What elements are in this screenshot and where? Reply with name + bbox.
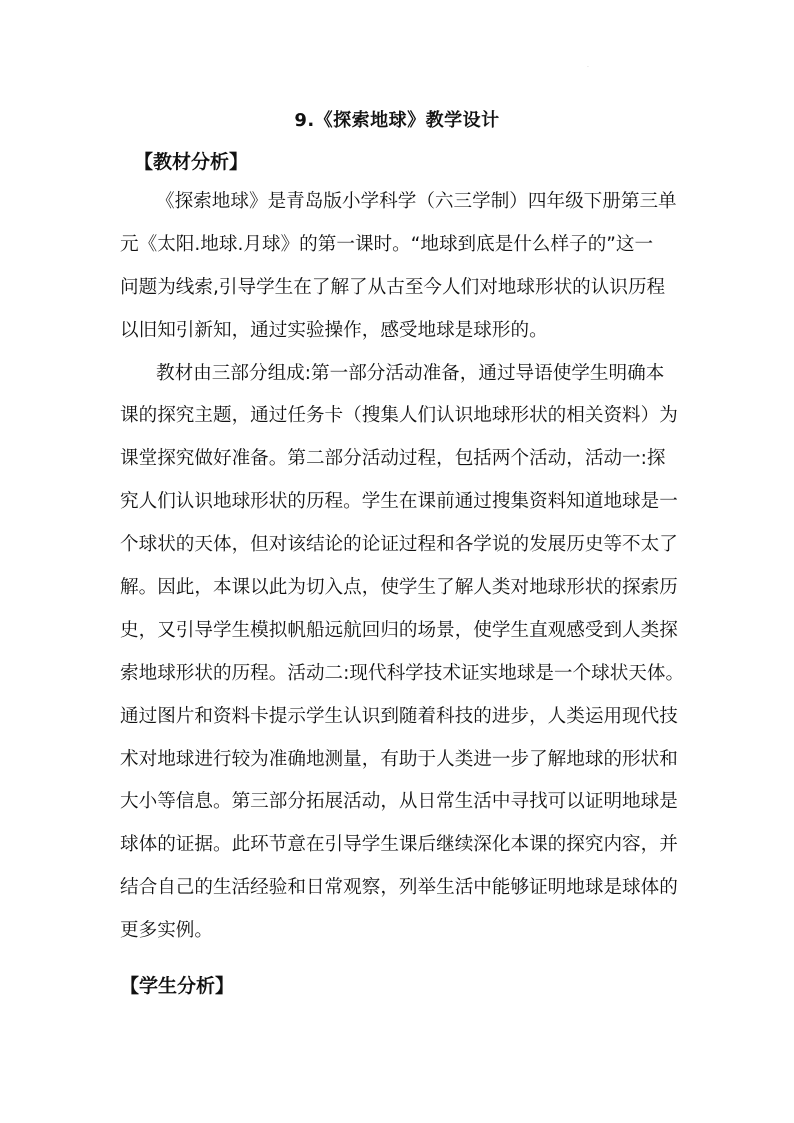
document-title: 9.《探索地球》教学设计: [294, 110, 500, 131]
paragraph-line: 元《太阳.地球.月球》的第一课时。“地球到底是什么样子的”这一: [120, 233, 654, 255]
paragraph-line: 索地球形状的历程。活动二:现代科学技术证实地球是一个球状天体。: [120, 662, 685, 684]
paragraph-line: 解。因此，本课以此为切入点，使学生了解人类对地球形状的探索历: [120, 577, 678, 599]
paragraph-line: 究人们认识地球形状的历程。学生在课前通过搜集资料知道地球是一: [120, 491, 678, 513]
paragraph-line: 史，又引导学生模拟帆船远航回归的场景，使学生直观感受到人类探: [120, 619, 678, 641]
section-heading-textbook-analysis: 【教材分析】: [134, 151, 249, 173]
paragraph-line: 通过图片和资料卡提示学生认识到随着科技的进步，人类运用现代技: [120, 705, 678, 727]
section-body-textbook-analysis: [120, 181, 685, 953]
paragraph-line: 课堂探究做好准备。第二部分活动过程，包括两个活动，活动一:探: [120, 448, 666, 470]
paragraph-2: [120, 353, 685, 953]
section-heading-student-analysis: 【学生分析】: [120, 975, 235, 997]
paragraph-line: 个球状的天体，但对该结论的论证过程和各学说的发展历史等不太了: [120, 534, 678, 556]
paragraph-line: 结合自己的生活经验和日常观察，列举生活中能够证明地球是球体的: [120, 877, 678, 899]
paragraph-1: [120, 181, 676, 353]
paragraph-line: 更多实例。: [120, 920, 213, 942]
corner-mark: ·: [587, 64, 589, 71]
paragraph-line: 教材由三部分组成:第一部分活动准备，通过导语使学生明确本: [156, 362, 665, 384]
paragraph-line: 术对地球进行较为准确地测量，有助于人类进一步了解地球的形状和: [120, 748, 678, 770]
paragraph-line: 课的探究主题，通过任务卡（搜集人们认识地球形状的相关资料）为: [120, 405, 678, 427]
paragraph-line: 问题为线索,引导学生在了解了从古至今人们对地球形状的认识历程: [120, 276, 666, 298]
paragraph-line: 大小等信息。第三部分拓展活动，从日常生活中寻找可以证明地球是: [120, 791, 678, 813]
paragraph-line: 《探索地球》是青岛版小学科学（六三学制）四年级下册第三单: [156, 191, 677, 212]
paragraph-line: 球体的证据。此环节意在引导学生课后继续深化本课的探究内容，并: [120, 834, 678, 856]
paragraph-line: 以旧知引新知，通过实验操作，感受地球是球形的。: [120, 319, 548, 341]
